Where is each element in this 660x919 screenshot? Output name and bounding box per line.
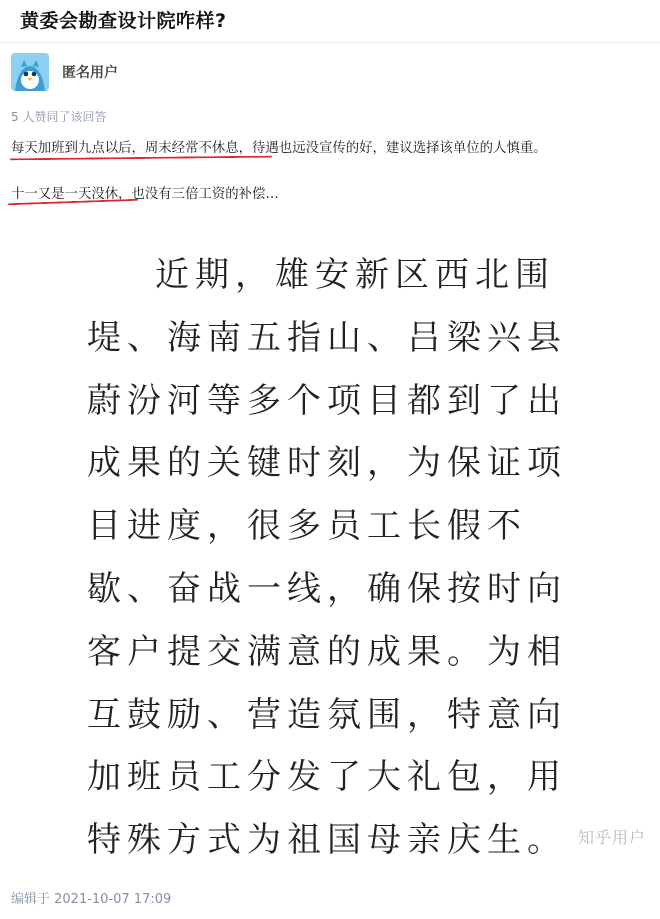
- answer-paragraph-2: 十一又是一天没休，也没有三倍工资的补偿…: [11, 187, 279, 202]
- red-underline-1: [10, 156, 272, 161]
- vote-count: 5 人赞同了该回答: [11, 110, 107, 124]
- question-title[interactable]: 黄委会勘查设计院咋样?: [20, 10, 227, 32]
- edited-time[interactable]: 编辑于 2021-10-07 17:09: [11, 892, 172, 907]
- answer-paragraph-1: 每天加班到九点以后，周末经常不休息，待遇也远没宣传的好，建议选择该单位的人慎重。: [11, 141, 547, 156]
- title-divider: [0, 42, 660, 43]
- author-avatar[interactable]: [11, 53, 49, 91]
- answer-image-text: 近期，雄安新区西北围堤、海南五指山、吕梁兴县蔚汾河等多个项目都到了出成果的关键时刻，为保证项目进度，很多员工长假不歇、奋战一线，确保按时向客户提交满意的成果。为相互鼓励、营造氛围，特意向加班员工分发了大礼包，用特殊方式为祖国母亲庆生。: [87, 255, 567, 861]
- image-watermark: 知乎用户: [577, 828, 646, 847]
- anonymous-bird-avatar-icon: [11, 53, 49, 91]
- author-name[interactable]: 匿名用户: [62, 65, 118, 81]
